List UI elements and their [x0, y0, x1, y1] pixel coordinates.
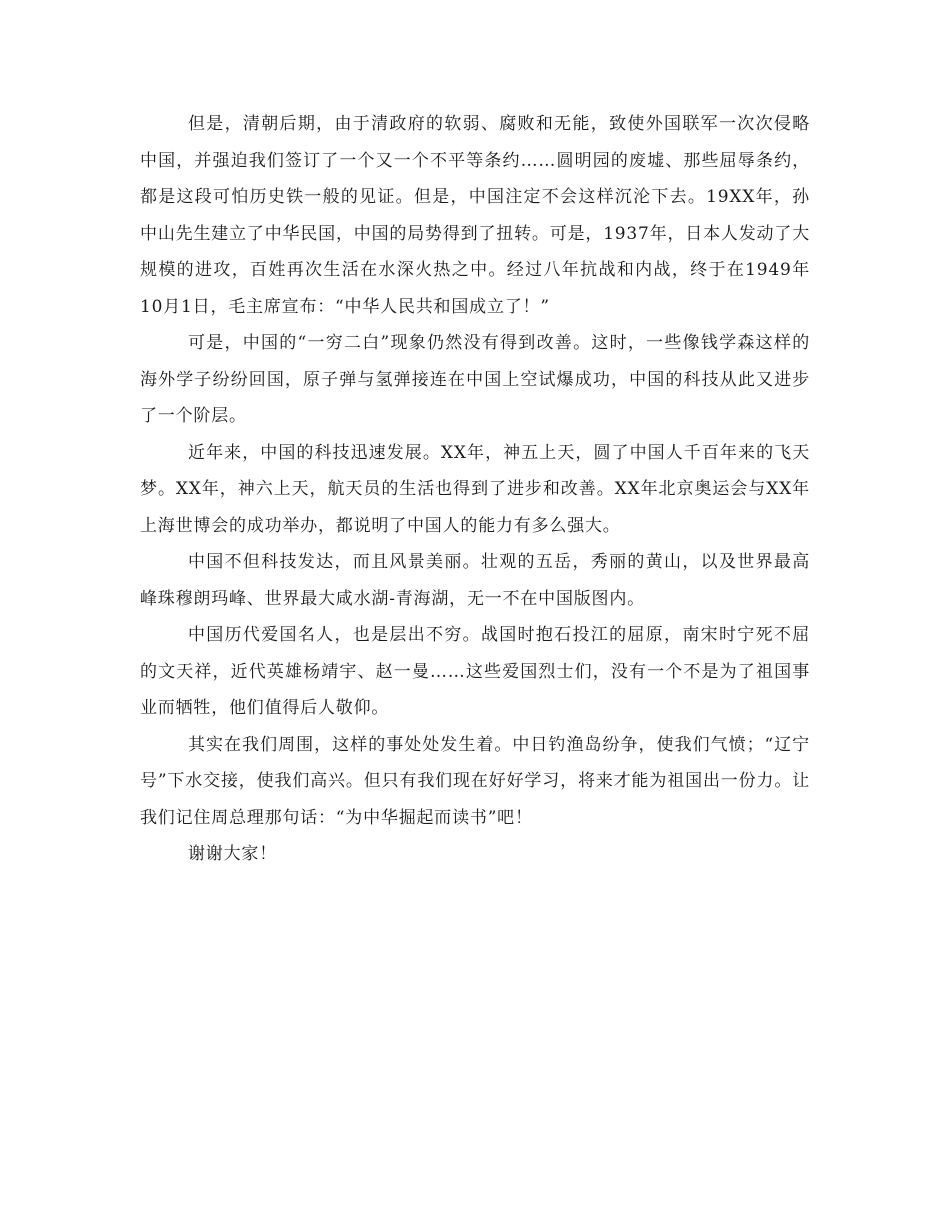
paragraph-3: 近年来，中国的科技迅速发展。XX年，神五上天，圆了中国人千百年来的飞天梦。XX年，神六上天，航天员的生活也得到了进步和改善。XX年北京奥运会与XX年上海世博会的成功举办，都说明了中国人的能力有多么强大。	[140, 442, 810, 536]
paragraph-4: 中国不但科技发达，而且风景美丽。壮观的五岳，秀丽的黄山，以及世界最高峰珠穆朗玛峰、世界最大咸水湖-青海湖，无一不在中国版图内。	[140, 552, 810, 609]
paragraph-2: 可是，中国的“一穷二白”现象仍然没有得到改善。这时，一些像钱学森这样的海外学子纷纷回国，原子弹与氢弹接连在中国上空试爆成功，中国的科技从此又进步了一个阶层。	[140, 333, 810, 426]
paragraph-1: 但是，清朝后期，由于清政府的软弱、腐败和无能，致使外国联军一次次侵略中国，并强迫我们签订了一个又一个不平等条约……圆明园的废墟、那些屈辱条约，都是这段可怕历史铁一般的见证。但是，中国注定不会这样沉沦下去。19XX年，孙中山先生建立了中华民国，中国的局势得到了扭转。可是，1937年，日本人发动了大规模的进攻，百姓再次生活在水深火热之中。经过八年抗战和内战，终于在1949年10月1日，毛主席宣布：“中华人民共和国成立了！”	[140, 114, 810, 317]
document-page	[140, 106, 810, 873]
paragraph-6: 其实在我们周围，这样的事处处发生着。中日钓渔岛纷争，使我们气愤；“辽宁号”下水交接，使我们高兴。但只有我们现在好好学习，将来才能为祖国出一份力。让我们记住周总理那句话：“为中华掘起而读书”吧！	[140, 734, 810, 828]
paragraph-5: 中国历代爱国名人，也是层出不穷。战国时抱石投江的屈原，南宋时宁死不屈的文天祥，近代英雄杨靖宇、赵一曼……这些爱国烈士们，没有一个不是为了祖国事业而牺牲，他们值得后人敬仰。	[140, 625, 810, 718]
closing-line: 谢谢大家！	[188, 844, 277, 864]
